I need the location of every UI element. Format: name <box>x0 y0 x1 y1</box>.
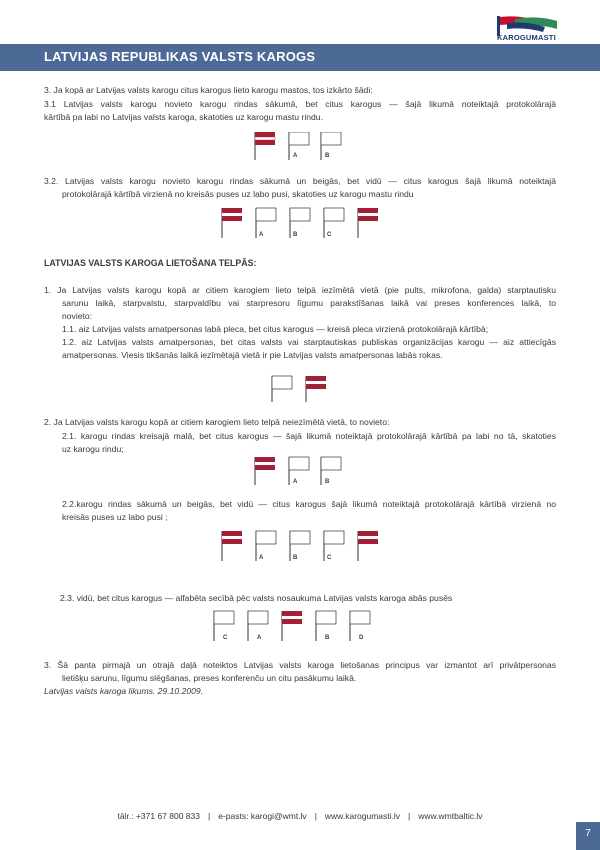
footer-phone: tālr.: +371 67 800 833 <box>117 811 200 821</box>
fig6-label-c: C <box>223 635 228 641</box>
latvian-flag <box>255 132 275 160</box>
flag-b <box>321 132 341 160</box>
paragraph-1-2-line1: 1.2. aiz Latvijas valsts amatpersonas, bet citas valsts vai starptautiskas publiskas organizācijas karogu — aiz attiecīgās <box>62 337 556 347</box>
fig6-label-b: B <box>325 635 330 641</box>
fig6-label-a: A <box>257 635 262 641</box>
fig2-label-c: C <box>327 232 332 238</box>
latvian-flag <box>222 208 242 238</box>
flag-figure-1 <box>253 132 353 162</box>
fig1-label-b: B <box>325 153 330 159</box>
law-citation: Latvijas valsts karoga likums. 29.10.2009. <box>44 686 204 696</box>
latvian-flag <box>282 611 302 641</box>
paragraph-1-line2: sarunu laikā, starpvalstu, starpvaldību vai starpresoru līgumu parakstīšanas laikā vai preses konferences laikā, to <box>62 298 556 308</box>
paragraph-3b-line2: lietišķu sarunu, līgumu slēgšanas, preses konferenču un citu pasākumu laikā. <box>62 673 357 683</box>
fig5-label-a: A <box>259 555 264 561</box>
paragraph-3-1-line1: 3.1 Latvijas valsts karogu novieto karogu rindas sākumā, bet citus karogus — šajā likumā noteiktajā protokolārajā <box>44 99 556 109</box>
paragraph-2-2-line1: 2.2.karogu rindas sākumā un beigās, bet vidū — citus karogus šajā likumā noteiktajā protokolārajā kārtībā virzienā no <box>62 499 556 509</box>
paragraph-3: 3. Ja kopā ar Latvijas valsts karogu citus karogus lieto karogu mastos, tos izkārto šādi: <box>44 85 373 95</box>
fig2-label-a: A <box>259 232 264 238</box>
flag-figure-5 <box>220 529 390 565</box>
paragraph-2-1-line2: uz karogu rindu; <box>62 444 124 454</box>
fig1-label-a: A <box>293 153 298 159</box>
fig4-label-b: B <box>325 479 330 485</box>
latvian-flag <box>358 531 378 561</box>
paragraph-2-3: 2.3. vidū, bet citus karogus — alfabēta secībā pēc valsts nosaukuma Latvijas valsts karoga abās pusēs <box>60 593 453 603</box>
section-heading: LATVIJAS VALSTS KAROGA LIETOŠANA TELPĀS: <box>44 258 257 268</box>
footer-separator: | <box>208 811 211 821</box>
paragraph-2: 2. Ja Latvijas valsts karogu kopā ar citiem karogiem lieto telpā neiezīmētā vietā, to novieto: <box>44 417 390 427</box>
paragraph-1-2-line2: amatpersonas. Viesis tikšanās laikā iezīmētajā vietā ir pie Latvijas valsts amatpersonas labās rokas. <box>62 350 443 360</box>
flag-blank <box>272 376 292 402</box>
flag-figure-3 <box>270 374 340 404</box>
paragraph-3-1-line2: kārtībā pa labi no Latvijas valsts karoga, skatoties uz karogu mastu rindu. <box>44 112 323 122</box>
flag-figure-2 <box>220 206 390 242</box>
flag-b <box>321 457 341 485</box>
paragraph-1-1: 1.1. aiz Latvijas valsts amatpersonas labā pleca, bet citus karogus — kreisā pleca virzienā protokolārajā kārtībā; <box>62 324 489 334</box>
flag-a <box>289 457 309 485</box>
paragraph-3-2-line2: protokolārajā kārtībā virzienā no kreisās puses uz labo pusi, skatoties uz karogu mastu rindu <box>62 189 414 199</box>
page-title: LATVIJAS REPUBLIKAS VALSTS KAROGS <box>44 49 316 64</box>
paragraph-2-1-line1: 2.1. karogu rindas kreisajā malā, bet citus karogus — šajā likumā noteiktajā protokolārajā kārtībā pa labi no tā, skatoties <box>62 431 556 441</box>
footer-site-2[interactable]: www.wmtbaltic.lv <box>418 811 483 821</box>
paragraph-1-line3: novieto: <box>62 311 93 321</box>
flag-figure-6 <box>212 609 382 645</box>
footer <box>0 811 600 821</box>
fig5-label-c: C <box>327 555 332 561</box>
paragraph-2-2-line2: kreisās puses uz labo pusi ; <box>62 512 168 522</box>
page-number: 7 <box>585 828 591 839</box>
paragraph-3b-line1: 3. Šā panta pirmajā un otrajā daļā noteiktos Latvijas valsts karoga lietošanas principus var izmantot arī privātpersonas <box>44 660 556 670</box>
flag-figure-4 <box>253 455 353 487</box>
paragraph-3-2-line1: 3.2. Latvijas valsts karogu novieto karogu rindas sākumā un beigās, bet vidū — citus karogus šajā likumā noteiktajā <box>44 176 556 186</box>
paragraph-1-line1: 1. Ja Latvijas valsts karogu kopā ar citiem karogiem lieto telpā iezīmētā vietā (pie pults, mikrofona, galda) starptautisku <box>44 285 556 295</box>
latvian-flag <box>358 208 378 238</box>
fig5-label-b: B <box>293 555 298 561</box>
latvian-flag <box>306 376 326 402</box>
latvian-flag <box>222 531 242 561</box>
fig2-label-b: B <box>293 232 298 238</box>
footer-separator: | <box>408 811 411 821</box>
fig4-label-a: A <box>293 479 298 485</box>
footer-separator: | <box>314 811 317 821</box>
flag-a <box>289 132 309 160</box>
footer-site-1[interactable]: www.karogumasti.lv <box>324 811 401 821</box>
logo-text: KAROGUMASTI <box>497 33 556 42</box>
footer-email[interactable]: e-pasts: karogi@wmt.lv <box>218 811 307 821</box>
fig6-label-d: D <box>359 635 364 641</box>
latvian-flag <box>255 457 275 485</box>
